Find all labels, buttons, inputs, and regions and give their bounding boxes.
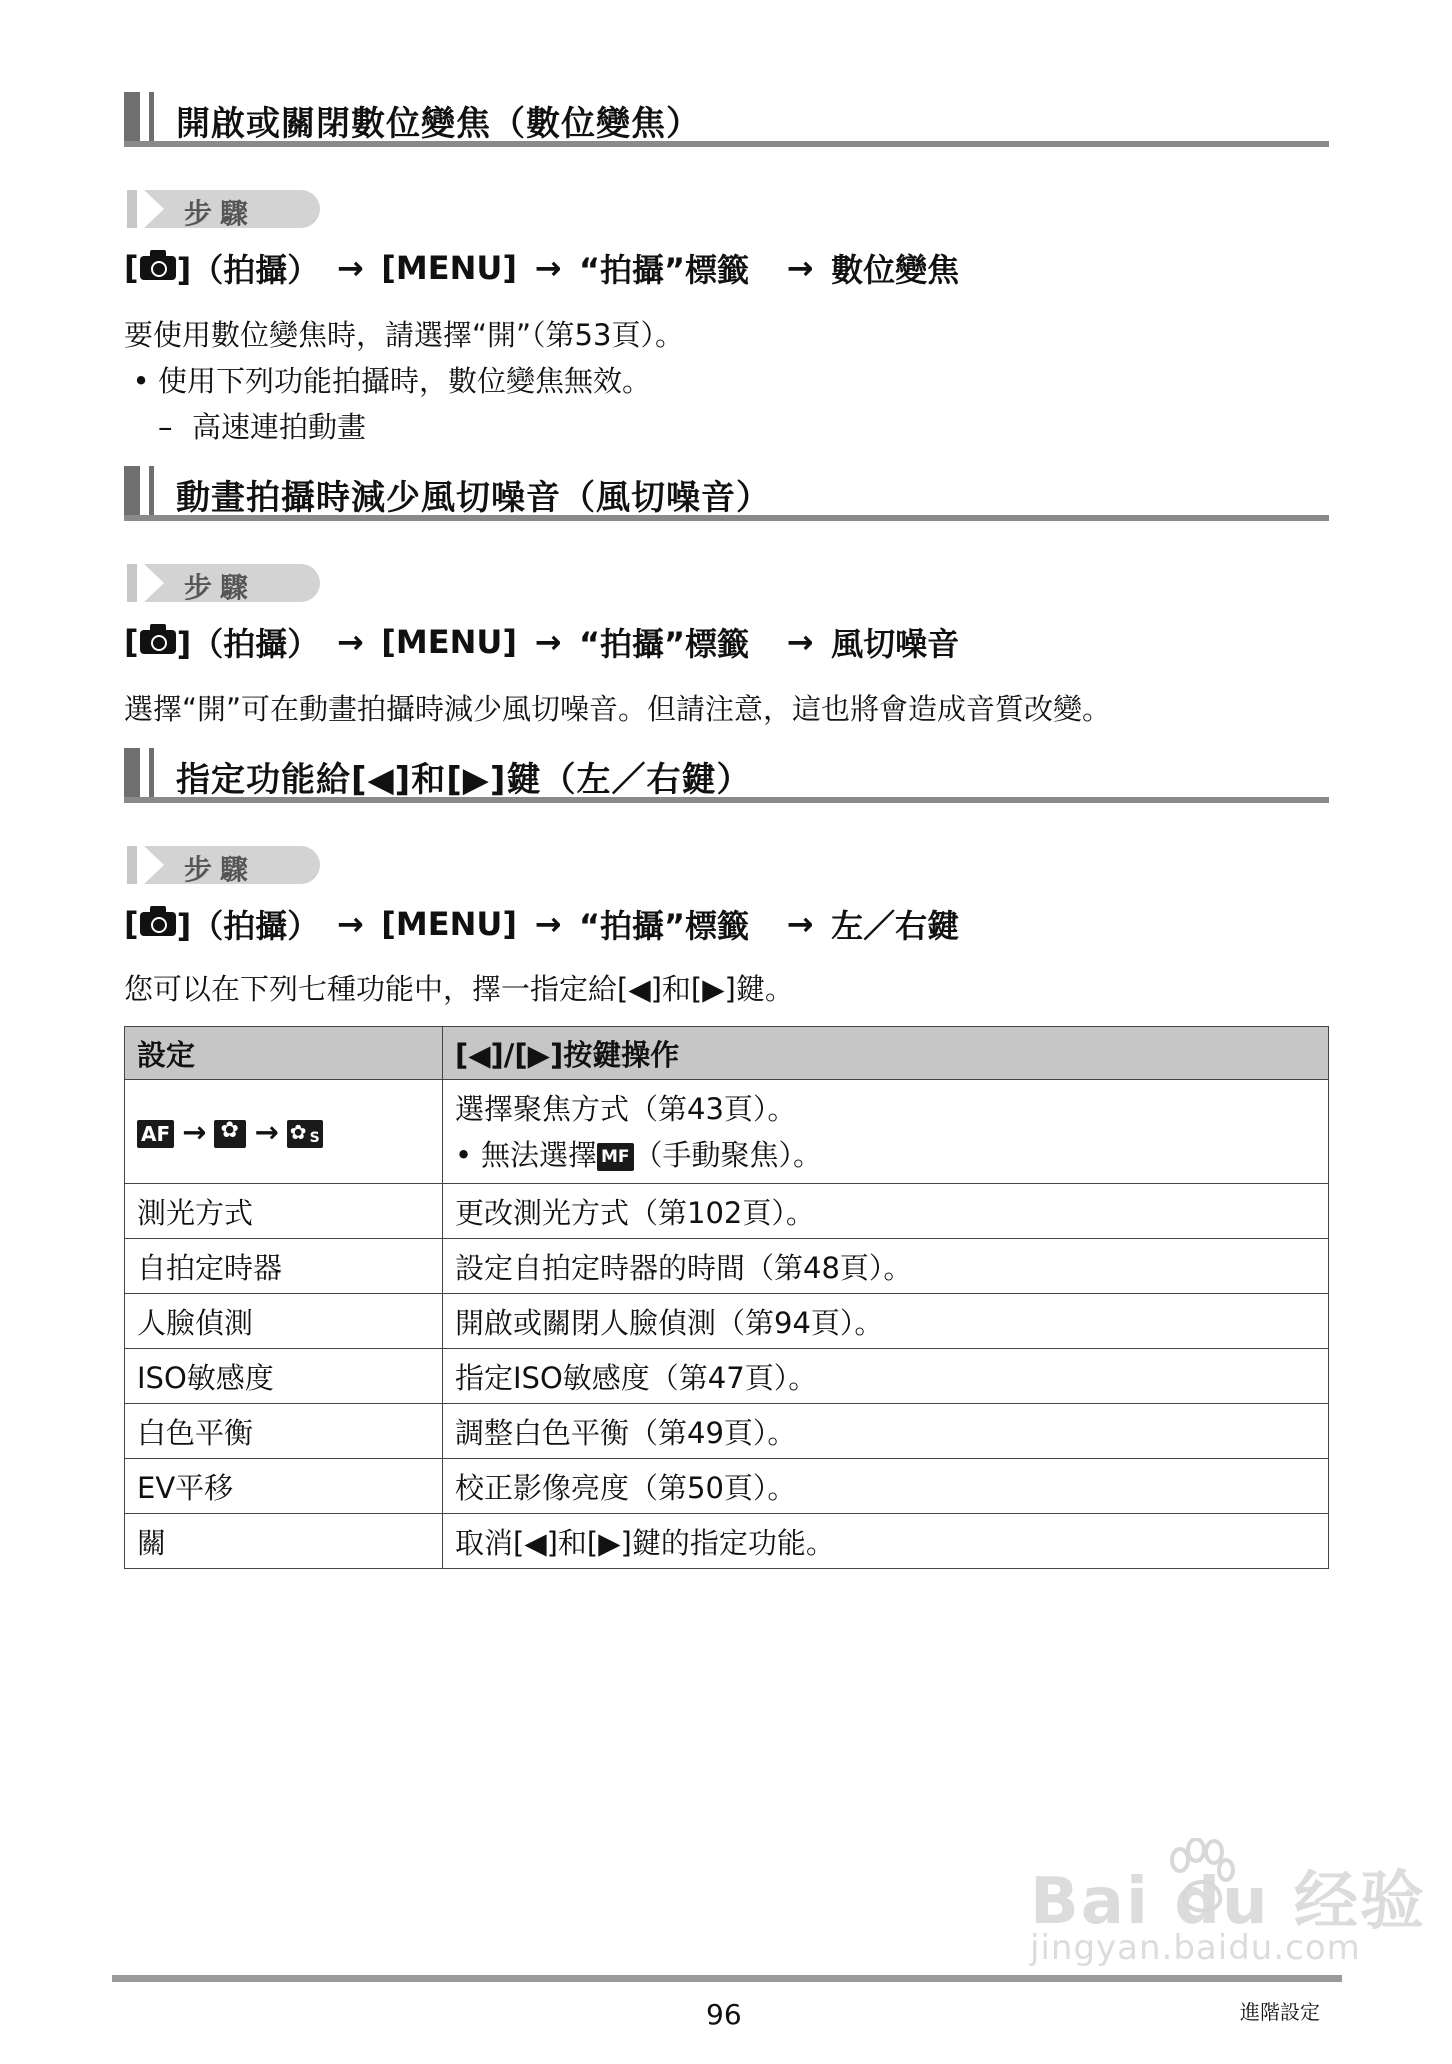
- table-cell: 開啟或關閉人臉偵測（第94頁）。: [443, 1294, 1329, 1349]
- arrow-icon: →: [786, 623, 814, 661]
- arrow-icon: →: [534, 905, 562, 943]
- table-row: [125, 1514, 1329, 1569]
- table-cell: 關: [125, 1514, 443, 1569]
- footer-label: 進階設定: [1240, 2000, 1320, 2024]
- table-cell: 調整白色平衡（第49頁）。: [443, 1404, 1329, 1459]
- page-number: 96: [706, 1998, 742, 2031]
- table-cell: 測光方式: [125, 1184, 443, 1239]
- table-row: [125, 1459, 1329, 1514]
- section-title-bar: [124, 92, 1329, 156]
- arrow-icon: →: [786, 249, 814, 287]
- table-cell: 取消[◀]和[▶]鍵的指定功能。: [443, 1514, 1329, 1569]
- bullet-item: • 使用下列功能拍攝時，數位變焦無效。: [132, 364, 652, 398]
- arrow-icon: →: [182, 1114, 207, 1149]
- table-cell: EV平移: [125, 1459, 443, 1514]
- function-table: [124, 1026, 1329, 1569]
- paragraph: 選擇“開”可在動畫拍攝時減少風切噪音。但請注意，這也將會造成音質改變。: [124, 692, 1112, 726]
- menu-path: [ ]（拍攝） → [MENU] → “拍攝”標籤 → 數位變焦: [124, 249, 960, 289]
- table-row: [125, 1294, 1329, 1349]
- table-header-operation: [◀]/[▶]按鍵操作: [443, 1027, 1329, 1080]
- mf-icon: MF: [597, 1143, 634, 1171]
- table-cell: 白色平衡: [125, 1404, 443, 1459]
- table-cell: 校正影像亮度（第50頁）。: [443, 1459, 1329, 1514]
- section-wind-noise: [124, 466, 1329, 732]
- table-row: [125, 1184, 1329, 1239]
- arrow-icon: →: [534, 249, 562, 287]
- camera-icon: [140, 630, 176, 654]
- section-title-bar: [124, 748, 1329, 812]
- paragraph: 要使用數位變焦時，請選擇“開”（第53頁）。: [124, 318, 684, 352]
- arrow-icon: →: [336, 249, 364, 287]
- section-title: 動畫拍攝時減少風切噪音（風切噪音）: [176, 478, 771, 518]
- step-badge: 步驟: [124, 188, 1329, 230]
- table-cell: 選擇聚焦方式（第43頁）。 • 無法選擇 MF （手動聚焦）。: [443, 1080, 1329, 1184]
- table-row: [125, 1349, 1329, 1404]
- table-row: [125, 1239, 1329, 1294]
- camera-icon: [140, 912, 176, 936]
- table-row: [125, 1080, 1329, 1184]
- table-header-setting: 設定: [125, 1027, 443, 1080]
- table-cell: 設定自拍定時器的時間（第48頁）。: [443, 1239, 1329, 1294]
- table-header-row: [125, 1027, 1329, 1080]
- bullet-item: • 無法選擇 MF （手動聚焦）。: [455, 1137, 823, 1172]
- footer-rule: [112, 1975, 1342, 1982]
- section-title: 指定功能給[◀]和[▶]鍵（左／右鍵）: [176, 760, 752, 800]
- paragraph: 您可以在下列七種功能中，擇一指定給[◀]和[▶]鍵。: [124, 972, 794, 1006]
- arrow-icon: →: [534, 623, 562, 661]
- camera-icon: [140, 256, 176, 280]
- focus-icons-cell: [125, 1080, 443, 1184]
- table-cell: 人臉偵測: [125, 1294, 443, 1349]
- af-icon: AF: [137, 1120, 174, 1148]
- menu-path: [ ]（拍攝） → [MENU] → “拍攝”標籤 → 左／右鍵: [124, 905, 960, 945]
- step-badge: 步驟: [124, 562, 1329, 604]
- section-title-bar: [124, 466, 1329, 530]
- table-cell: 更改測光方式（第102頁）。: [443, 1184, 1329, 1239]
- arrow-icon: →: [254, 1114, 279, 1149]
- table-row: [125, 1404, 1329, 1459]
- super-macro-icon: ✿ S: [287, 1120, 323, 1148]
- table-cell: 自拍定時器: [125, 1239, 443, 1294]
- sub-item: – 高速連拍動畫: [158, 410, 367, 444]
- paw-icon: [1166, 1838, 1236, 1918]
- arrow-icon: →: [336, 905, 364, 943]
- table-cell: ISO敏感度: [125, 1349, 443, 1404]
- table-cell: 指定ISO敏感度（第47頁）。: [443, 1349, 1329, 1404]
- section-left-right-keys: [124, 748, 1329, 1569]
- section-digital-zoom: [124, 92, 1329, 450]
- baidu-watermark: Bai du 经验 jingyan.baidu.com: [1030, 1865, 1426, 1968]
- arrow-icon: →: [336, 623, 364, 661]
- section-title: 開啟或關閉數位變焦（數位變焦）: [176, 104, 701, 144]
- step-badge: 步驟: [124, 844, 1329, 886]
- menu-path: [ ]（拍攝） → [MENU] → “拍攝”標籤 → 風切噪音: [124, 623, 960, 663]
- macro-icon: [214, 1120, 246, 1148]
- arrow-icon: →: [786, 905, 814, 943]
